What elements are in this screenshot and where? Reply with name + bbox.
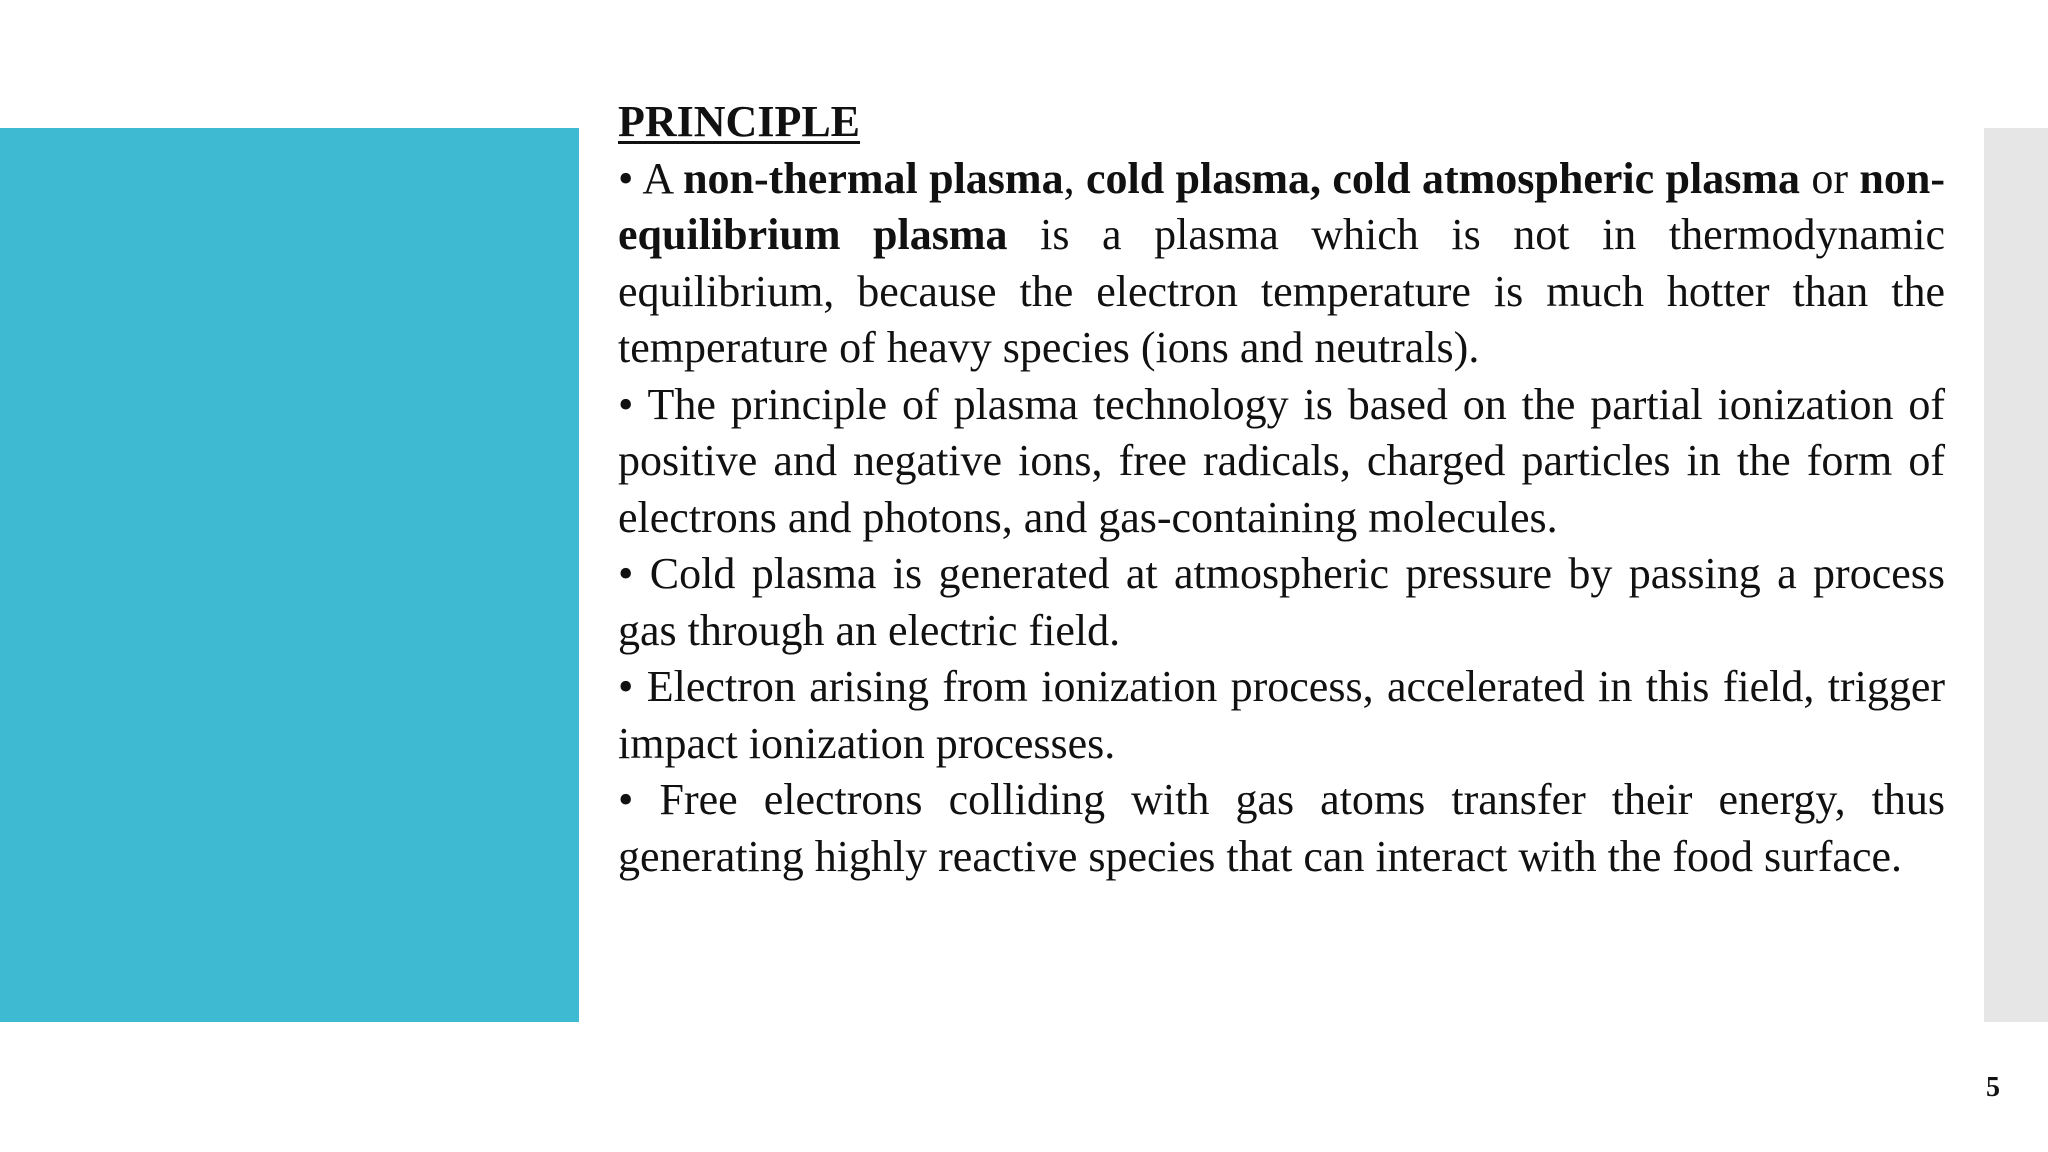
page-number: 5 — [1986, 1072, 2000, 1103]
bullet-point-2 — [618, 377, 1945, 547]
bullet-point-5 — [618, 772, 1945, 885]
bullet-marker: • — [618, 775, 634, 824]
bullet-2-text: The principle of plasma technology is based on the partial ionization of positive and negative ions, free radicals, charged particles in the form of electrons and photons, and gas-containing molecules. — [618, 379, 1945, 542]
slide-heading: PRINCIPLE — [618, 97, 861, 146]
term-non-equilibrium-plasma: non-equilibrium plasma — [618, 153, 1946, 259]
bullet-marker: • — [618, 549, 634, 598]
bullet-marker: • — [618, 662, 634, 711]
bullet-4-text: Electron arising from ionization process, accelerated in this field, trigger impact ionization processes. — [618, 662, 1945, 768]
bullet-marker: • — [618, 379, 634, 429]
bullet-marker: • — [618, 153, 634, 203]
bullet-5-text: Free electrons colliding with gas atoms transfer their energy, thus generating highly reactive species that can interact with the food surface. — [618, 775, 1945, 881]
bullet-3-text: Cold plasma is generated at atmospheric pressure by passing a process gas through an electric field. — [618, 549, 1946, 655]
bullet-point-4 — [618, 659, 1945, 772]
bullet-1-text-3: or — [1800, 153, 1860, 203]
term-cold-plasma: cold plasma, cold atmospheric plasma — [1085, 153, 1801, 203]
bullet-point-1 — [618, 151, 1945, 377]
bullet-1-text-2: , — [1063, 153, 1086, 203]
right-side-bar — [1984, 128, 2048, 1022]
accent-block — [0, 128, 579, 1022]
term-non-thermal-plasma: non-thermal plasma — [683, 153, 1064, 203]
bullet-point-3 — [618, 546, 1945, 659]
bullet-1-text-1: A — [642, 153, 684, 203]
slide-content — [618, 94, 1945, 885]
bullet-1-text-4: is a plasma which is not in thermodynamic equilibrium, because the electron temperature is much hotter than the temperature of heavy species (ions and neutrals). — [618, 210, 1945, 372]
